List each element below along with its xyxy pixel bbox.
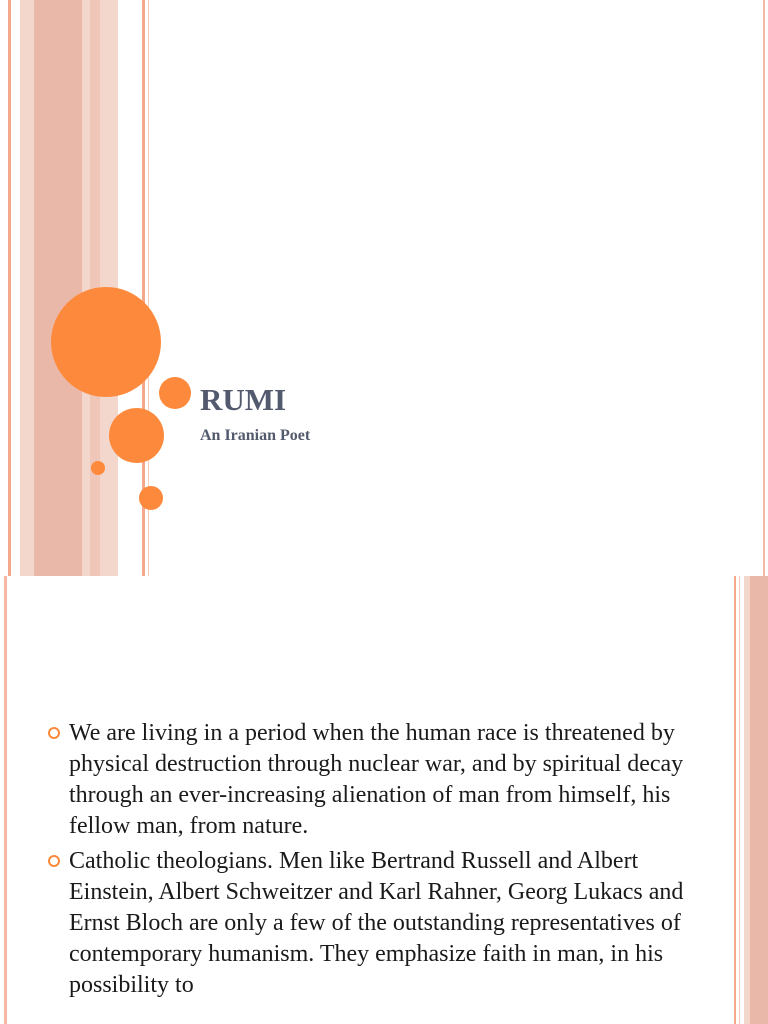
bullet-item xyxy=(48,846,688,1001)
bullet-item xyxy=(48,718,688,842)
content-slide xyxy=(0,576,768,1024)
ring-bullet-icon xyxy=(48,727,60,739)
stripe-right-band-dark xyxy=(750,576,768,1024)
stripe-right-line-faint xyxy=(739,576,740,1024)
bottom-orange-circle-decoration xyxy=(139,486,163,510)
medium-orange-circle-decoration xyxy=(109,408,164,463)
small-orange-circle-decoration xyxy=(159,377,191,409)
bullet-text: Catholic theologians. Men like Bertrand Russell and Albert Einstein, Albert Schweitzer and Karl Rahner, Georg Lukacs and Ernst Bloch are only a few of the outstanding representatives of contemporary humanism. They emphasize faith in man, in his possibility to xyxy=(69,848,684,998)
bullet-list xyxy=(48,718,688,1005)
large-orange-circle-decoration xyxy=(51,287,161,397)
slide-title: RUMI xyxy=(200,382,287,417)
bullet-text: We are living in a period when the human race is threatened by physical destruction through nuclear war, and by spiritual decay through an ever-increasing alienation of man from himself, his fellow man, from nature. xyxy=(69,720,684,839)
slide-subtitle: An Iranian Poet xyxy=(200,427,311,444)
stripe-left-edge xyxy=(4,576,7,1024)
stripe-band-dark xyxy=(34,0,82,576)
ring-bullet-icon xyxy=(48,855,60,867)
stripe-edge xyxy=(8,0,11,576)
tiny-orange-circle-decoration xyxy=(91,461,105,475)
stripe-right-edge xyxy=(763,0,765,576)
stripe-right-line xyxy=(734,576,736,1024)
